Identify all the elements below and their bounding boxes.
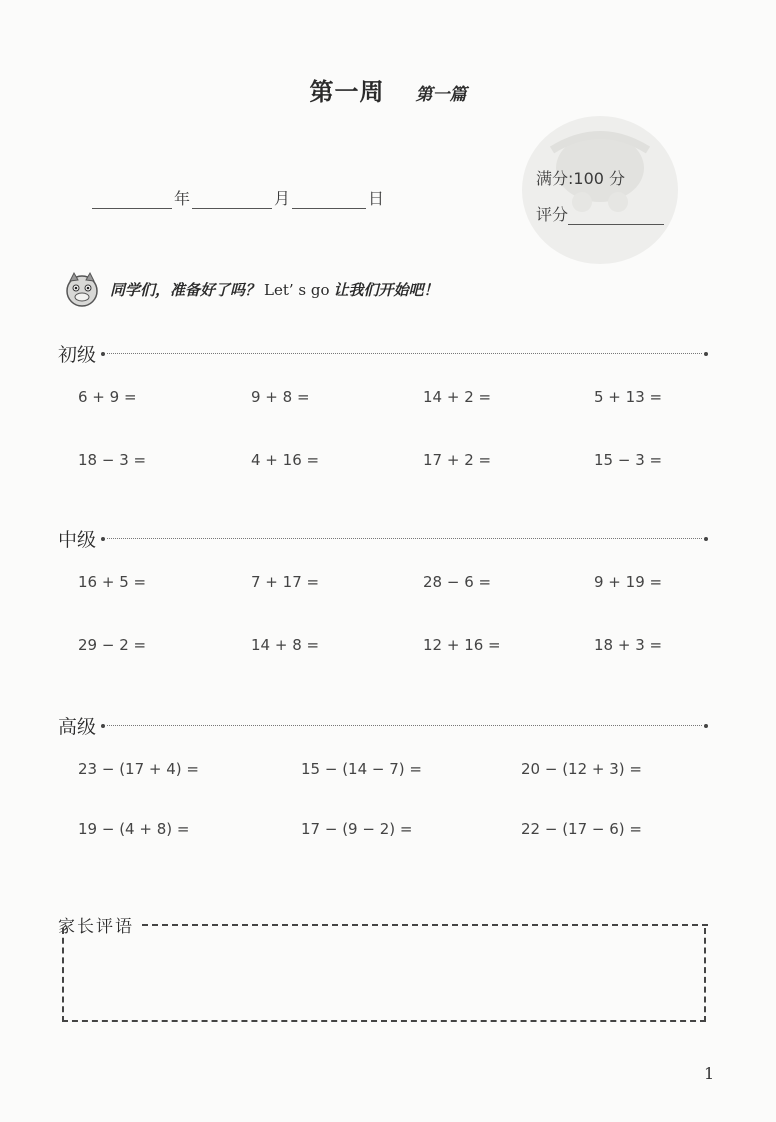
week-title: 第一周 [309,78,385,106]
problem: 14 + 8 = [251,636,320,654]
problem: 19 − (4 + 8) = [78,820,190,838]
intro-line [62,268,439,310]
bullet-icon [101,352,105,356]
problem: 4 + 16 = [251,451,320,469]
grade-blank[interactable] [568,208,664,225]
intro-part2: Let’ s go [264,280,330,299]
dotted-divider [107,538,702,539]
full-score-value: 100 分 [573,169,626,188]
page-number: 1 [704,1064,715,1083]
problem: 14 + 2 = [423,388,492,406]
problem: 12 + 16 = [423,636,501,654]
section-advanced-heading: 高级 [58,716,97,738]
full-score-sep: : [568,169,574,188]
month-label: 月 [274,189,291,208]
problem: 28 − 6 = [423,573,492,591]
year-blank[interactable] [92,192,172,209]
bullet-icon [704,724,708,728]
section-intermediate [58,525,708,552]
problem: 15 − (14 − 7) = [301,760,422,778]
section-beginner [58,340,708,367]
month-blank[interactable] [192,192,272,209]
dashed-divider [142,924,708,926]
section-beginner-heading: 初级 [58,344,97,366]
problem: 17 − (9 − 2) = [301,820,413,838]
year-label: 年 [174,189,191,208]
bullet-icon [704,352,708,356]
dotted-divider [107,725,702,726]
intro-part1: 同学们，准备好了吗？ [110,280,261,299]
bullet-icon [101,537,105,541]
day-label: 日 [368,189,385,208]
problem: 18 + 3 = [594,636,663,654]
problem: 17 + 2 = [423,451,492,469]
problem: 9 + 8 = [251,388,310,406]
intro-part3: 让我们开始吧！ [333,280,439,299]
parent-comment-label: 家长评语 [58,917,134,937]
problem: 9 + 19 = [594,573,663,591]
problem: 7 + 17 = [251,573,320,591]
problem: 6 + 9 = [78,388,137,406]
problem: 15 − 3 = [594,451,663,469]
problem: 20 − (12 + 3) = [521,760,642,778]
grade-label: 评分 [536,205,569,224]
problem: 23 − (17 + 4) = [78,760,199,778]
parent-comment-box[interactable] [62,928,706,1022]
dragon-mascot-icon [62,269,102,309]
full-score-label: 满分 [536,169,569,188]
problem: 29 − 2 = [78,636,147,654]
section-intermediate-heading: 中级 [58,529,97,551]
problem: 18 − 3 = [78,451,147,469]
problem: 5 + 13 = [594,388,663,406]
page-title [0,72,776,107]
section-advanced [58,712,708,739]
date-fields [92,186,386,209]
lesson-title: 第一篇 [415,85,467,105]
bullet-icon [704,537,708,541]
problem: 16 + 5 = [78,573,147,591]
bullet-icon [101,724,105,728]
intro-text [110,279,439,300]
day-blank[interactable] [292,192,366,209]
problem: 22 − (17 − 6) = [521,820,642,838]
grade-score [536,202,664,225]
mascot-watermark-icon [512,110,682,270]
dotted-divider [107,353,702,354]
full-score [536,166,625,189]
